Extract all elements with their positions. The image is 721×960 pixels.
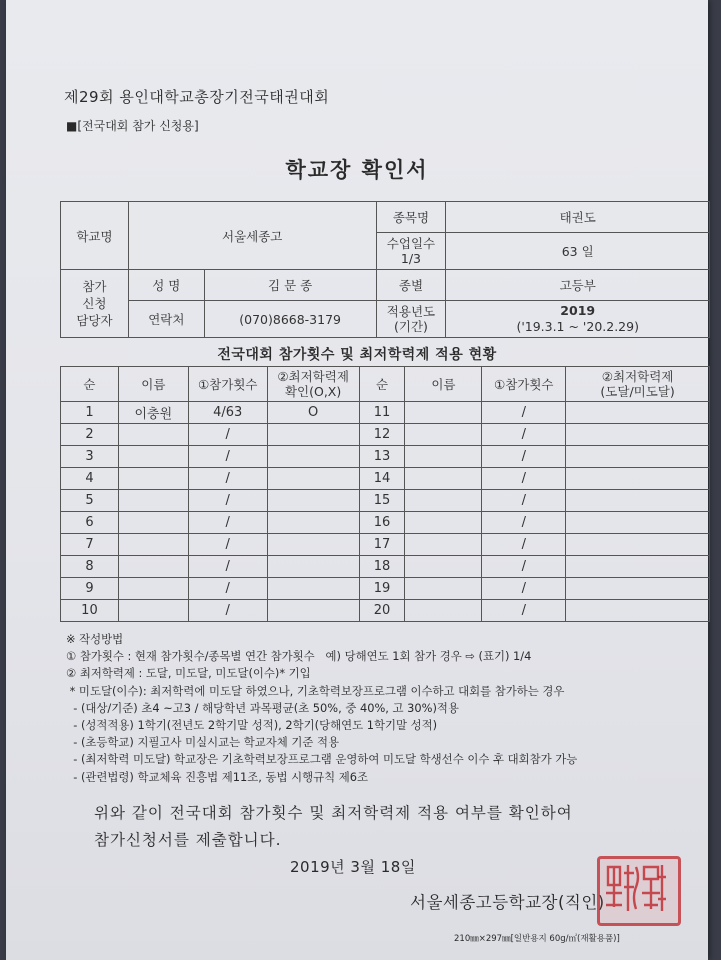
school-label: 학교명	[61, 202, 129, 270]
sport-label: 종목명	[376, 202, 446, 233]
participation-count: /	[482, 468, 566, 490]
participation-count: /	[188, 534, 267, 556]
header-minimum-right-line1: ②최저학력제	[601, 369, 674, 384]
minimum-standard-check	[267, 468, 359, 490]
contact-value: (070)8668-3179	[204, 301, 376, 338]
status-table-title: 전국대회 참가횟수 및 최저학력제 적용 현황	[217, 347, 497, 363]
participation-count: /	[482, 512, 566, 534]
minimum-standard-status	[566, 556, 710, 578]
instruction-line: ① 참가횟수 : 현재 참가횟수/종목별 연간 참가횟수 예) 당해연도 1회 참가 경우 ⇨ (표기) 1/4	[66, 649, 532, 664]
row-number: 1	[61, 402, 119, 424]
confirmation-line-2: 참가신청서를 제출합니다.	[94, 831, 282, 849]
instruction-line: - (대상/기준) 초4 ~고3 / 해당학년 과목평균(초 50%, 중 40%, 고 30%)적용	[66, 700, 459, 715]
student-name	[405, 556, 482, 578]
row-number: 9	[61, 578, 119, 600]
row-number: 19	[359, 578, 405, 600]
table-row	[61, 468, 710, 490]
participation-count: /	[188, 512, 267, 534]
table-header-row	[61, 367, 710, 402]
minimum-standard-check	[267, 534, 359, 556]
instruction-line: - (관련법령) 학교체육 진흥법 제11조, 동법 시행규칙 제6조	[66, 769, 369, 784]
minimum-standard-check	[267, 424, 359, 446]
student-name	[118, 512, 188, 534]
participation-count: /	[482, 600, 566, 622]
year-value	[446, 301, 710, 338]
confirmation-text	[94, 800, 573, 854]
document-title: 학교장 확인서	[285, 158, 429, 182]
minimum-standard-check	[267, 556, 359, 578]
year-value-period: ('19.3.1 ~ '20.2.29)	[516, 319, 639, 334]
classdays-label	[376, 233, 446, 270]
instruction-line: ※ 작성방법	[66, 632, 124, 646]
student-name	[405, 490, 482, 512]
student-name	[118, 468, 188, 490]
manager-label-line1: 참가	[82, 279, 107, 294]
division-value: 고등부	[446, 270, 710, 301]
header-no-right: 순	[359, 367, 405, 402]
participation-count: /	[482, 490, 566, 512]
header-minimum-line1: ②최저학력제	[277, 369, 349, 384]
row-number: 14	[359, 468, 405, 490]
student-name	[405, 512, 482, 534]
issue-date: 2019년 3월 18일	[290, 858, 416, 876]
participation-count: /	[482, 424, 566, 446]
minimum-standard-status	[566, 446, 710, 468]
minimum-standard-status	[566, 512, 710, 534]
table-row	[61, 424, 710, 446]
header-minimum-right-line2: (도달/미도달)	[600, 384, 675, 399]
header-no: 순	[61, 367, 119, 402]
student-name	[118, 534, 188, 556]
instruction-line: - (최저학력 미도달) 학교장은 기초학력보장프로그램 운영하여 미도달 학생선수 이수 후 대회참가 가능	[66, 752, 578, 767]
row-number: 17	[359, 534, 405, 556]
participation-count: /	[188, 490, 267, 512]
row-number: 18	[359, 556, 405, 578]
minimum-standard-status	[566, 600, 710, 622]
minimum-standard-check	[267, 600, 359, 622]
participation-count: /	[188, 600, 267, 622]
official-seal	[597, 856, 681, 926]
minimum-standard-check	[267, 578, 359, 600]
document-page	[6, 0, 708, 960]
table-row	[61, 490, 710, 512]
student-name	[405, 468, 482, 490]
row-number: 3	[61, 446, 119, 468]
participation-count: /	[482, 402, 566, 424]
row-number: 6	[61, 512, 119, 534]
participation-count: 4/63	[188, 402, 267, 424]
year-label-line2: (기간)	[394, 319, 428, 334]
participation-count: /	[188, 556, 267, 578]
student-name	[405, 424, 482, 446]
student-name: 이충원	[118, 402, 188, 424]
row-number: 11	[359, 402, 405, 424]
year-label	[376, 301, 446, 338]
student-name	[118, 600, 188, 622]
participation-count: /	[188, 578, 267, 600]
row-number: 13	[359, 446, 405, 468]
table-row	[61, 556, 710, 578]
student-name	[405, 578, 482, 600]
minimum-standard-status	[566, 578, 710, 600]
contact-label: 연락처	[128, 301, 204, 338]
division-label: 종별	[376, 270, 446, 301]
row-number: 5	[61, 490, 119, 512]
minimum-standard-status	[566, 424, 710, 446]
header-name-right: 이름	[405, 367, 482, 402]
participation-count: /	[482, 446, 566, 468]
instruction-line: * 미도달(이수): 최저학력에 미도달 하였으나, 기초학력보장프로그램 이수하고 대회를 참가하는 경우	[66, 683, 565, 698]
name-label: 성 명	[128, 270, 204, 301]
event-title: 제29회 용인대학교총장기전국태권대회	[64, 88, 330, 106]
manager-label-line3: 담당자	[76, 313, 113, 328]
principal-signature: 서울세종고등학교장(직인)	[410, 893, 605, 912]
seal-pattern-icon	[600, 859, 672, 917]
table-row	[61, 600, 710, 622]
confirmation-line-1: 위와 같이 전국대회 참가횟수 및 최저학력제 적용 여부를 확인하여	[94, 804, 573, 822]
header-minimum-right	[566, 367, 710, 402]
student-name	[118, 446, 188, 468]
minimum-standard-check: O	[267, 402, 359, 424]
row-number: 15	[359, 490, 405, 512]
minimum-standard-status	[566, 402, 710, 424]
student-name	[405, 446, 482, 468]
minimum-standard-status	[566, 490, 710, 512]
instruction-line: - (초등학교) 지필고사 미실시교는 학교자체 기준 적용	[66, 735, 340, 750]
row-number: 16	[359, 512, 405, 534]
table-row	[61, 578, 710, 600]
row-number: 20	[359, 600, 405, 622]
row-number: 7	[61, 534, 119, 556]
participation-count: /	[188, 446, 267, 468]
classdays-label-line1: 수업일수	[386, 236, 436, 251]
participation-count: /	[482, 556, 566, 578]
minimum-standard-check	[267, 512, 359, 534]
classdays-label-line2: 1/3	[400, 251, 422, 266]
row-number: 8	[61, 556, 119, 578]
classdays-value: 63 일	[446, 233, 710, 270]
student-name	[118, 424, 188, 446]
table-row	[61, 446, 710, 468]
year-label-line1: 적용년도	[386, 304, 436, 319]
paper-spec-footer: 210㎜×297㎜[일반용지 60g/㎡(재활용품)]	[454, 934, 620, 944]
header-count-right: ①참가횟수	[482, 367, 566, 402]
participation-count: /	[482, 578, 566, 600]
instruction-line: ② 최저학력제 : 도달, 미도달, 미도달(이수)* 기입	[66, 666, 311, 681]
minimum-standard-status	[566, 468, 710, 490]
row-number: 10	[61, 600, 119, 622]
student-name	[118, 490, 188, 512]
sport-value: 태권도	[446, 202, 710, 233]
header-minimum	[267, 367, 359, 402]
header-count: ①참가횟수	[188, 367, 267, 402]
row-number: 2	[61, 424, 119, 446]
school-value: 서울세종고	[128, 202, 376, 270]
participation-count: /	[188, 468, 267, 490]
info-table	[60, 201, 710, 338]
year-value-year: 2019	[560, 303, 596, 318]
table-row	[61, 402, 710, 424]
student-name	[118, 578, 188, 600]
header-minimum-line2: 확인(O,X)	[284, 384, 342, 399]
participation-count: /	[482, 534, 566, 556]
application-label: ■[전국대회 참가 신청용]	[66, 119, 199, 133]
minimum-standard-check	[267, 490, 359, 512]
name-value: 김 문 종	[204, 270, 376, 301]
row-number: 12	[359, 424, 405, 446]
header-name: 이름	[118, 367, 188, 402]
student-name	[405, 402, 482, 424]
participation-table	[60, 366, 710, 622]
writing-instructions	[66, 631, 706, 786]
table-row	[61, 534, 710, 556]
student-name	[118, 556, 188, 578]
student-name	[405, 534, 482, 556]
row-number: 4	[61, 468, 119, 490]
table-row	[61, 512, 710, 534]
manager-label	[61, 270, 129, 338]
manager-label-line2: 신청	[82, 296, 107, 311]
minimum-standard-check	[267, 446, 359, 468]
student-name	[405, 600, 482, 622]
participation-count: /	[188, 424, 267, 446]
minimum-standard-status	[566, 534, 710, 556]
instruction-line: - (성적적용) 1학기(전년도 2학기말 성적), 2학기(당해연도 1학기말 성적)	[66, 718, 438, 733]
